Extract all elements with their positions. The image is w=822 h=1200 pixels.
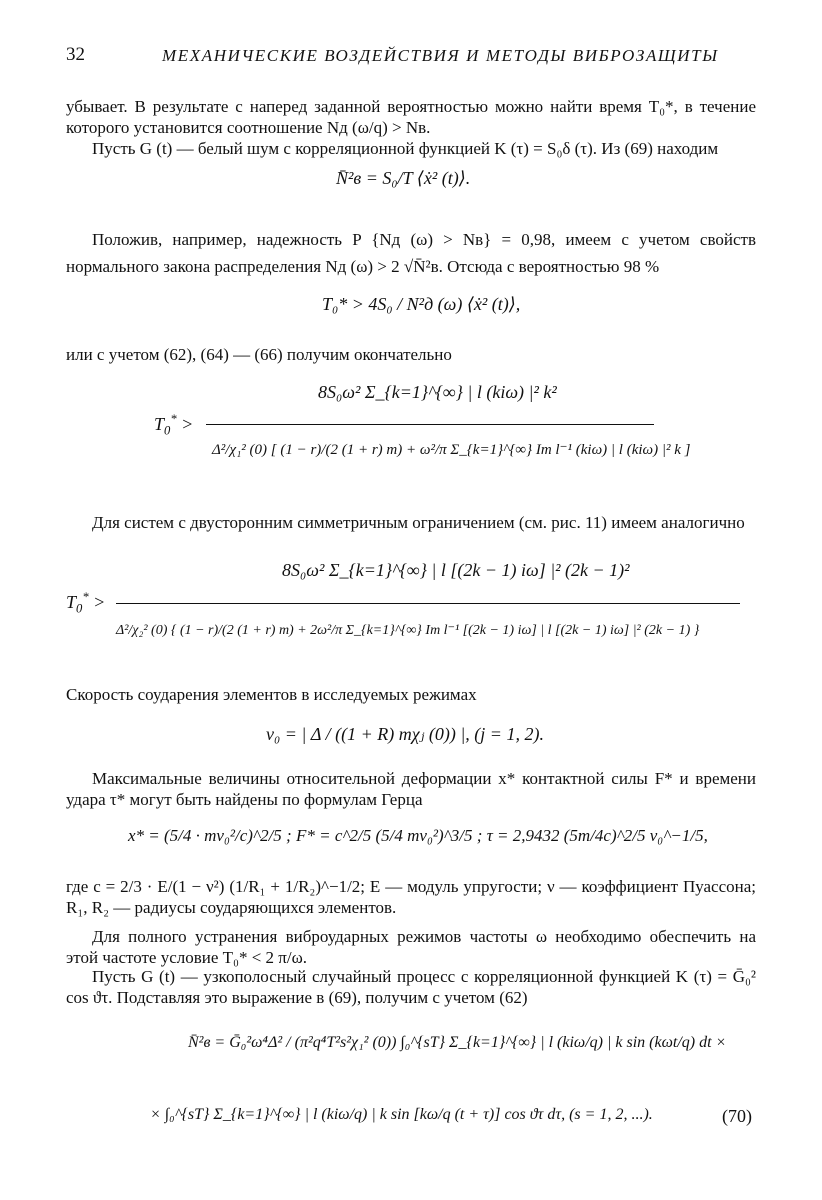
paragraph-4: или с учетом (62), (64) — (66) получим окончательно (66, 345, 452, 364)
fraction-bar (206, 424, 654, 425)
paragraph-8: где c = 2/3 · E/(1 − ν²) (1/R₁ + 1/R₂)^−1/2; E — модуль упругости; ν — коэффициент Пуассона; R₁, R₂ — радиусы соударяющихся элементов. (66, 877, 756, 917)
paragraph-7: Максимальные величины относительной деформации x* контактной силы F* и времени удара τ* могут быть найдены по формулам Герца (66, 769, 756, 809)
equation-symmetric-numerator: 8S₀ω² Σ_{k=1}^{∞} | l [(2k − 1) iω] |² (2k − 1)² (282, 560, 630, 580)
paragraph-1: убывает. В результате с наперед заданной вероятностью можно найти время T₀*, в течение которого установится соотношение Nд (ω/q) > Nв. (66, 97, 756, 137)
equation-70-line-2: × ∫₀^{sT} Σ_{k=1}^{∞} | l (kiω/q) | k sin [kω/q (t + τ)] cos ϑτ dτ, (s = 1, 2, ...). (150, 1106, 653, 1123)
page-header (66, 44, 752, 74)
equation-symmetric-lhs: $T_0^*$ > (66, 590, 106, 616)
paragraph-2: Пусть G (t) — белый шум с корреляционной функцией K (τ) = S₀δ (τ). Из (69) находим (92, 139, 719, 158)
equation-impact-velocity: v₀ = | Δ / ((1 + R) mχⱼ (0)) |, (j = 1, 2). (266, 724, 544, 744)
paragraph-10: Пусть G (t) — узкополосный случайный процесс с корреляционной функцией K (τ) = Ḡ₀² cos ϑτ. Подставляя это выражение в (69), получим с учетом (62) (66, 967, 756, 1007)
equation-70-line-1: N̄²в = Ḡ₀²ω⁴Δ² / (π²q⁴T²s²χ₁² (0)) ∫₀^{sT} Σ_{k=1}^{∞} | l (kiω/q) | k sin (kωt/q) dt × (188, 1034, 727, 1051)
page-number: 32 (66, 44, 85, 65)
equation-final-lhs: $T_0^*$ > (154, 412, 194, 438)
running-title: МЕХАНИЧЕСКИЕ ВОЗДЕЙСТВИЯ И МЕТОДЫ ВИБРОЗАЩИТЫ (162, 46, 719, 65)
paragraph-5: Для систем с двусторонним симметричным ограничением (см. рис. 11) имеем аналогично (92, 513, 745, 532)
paragraph-9: Для полного устранения виброударных режимов частоты ω необходимо обеспечить на этой частоте условие T₀* < 2 π/ω. (66, 927, 756, 967)
equation-final-numerator: 8S₀ω² Σ_{k=1}^{∞} | l (kiω) |² k² (318, 382, 557, 402)
equation-final-denominator: Δ²/χ₁² (0) [ (1 − r)/(2 (1 + r) m) + ω²/π Σ_{k=1}^{∞} Im l⁻¹ (kiω) | l (kiω) |² k ] (212, 442, 691, 458)
equation-hertz: x* = (5/4 · mv₀²/c)^2/5 ; F* = c^2/5 (5/4 mv₀²)^3/5 ; τ = 2,9432 (5m/4c)^2/5 v₀^−1/5, (128, 826, 708, 845)
fraction-bar (116, 603, 740, 604)
equation-white-noise: N̄²в = S₀/T ⟨ẋ² (t)⟩. (336, 168, 471, 188)
equation-t0-bound: T₀* > 4S₀ / N²д (ω) ⟨ẋ² (t)⟩, (322, 294, 521, 314)
equation-symmetric-denominator: Δ²/χ₂² (0) { (1 − r)/(2 (1 + r) m) + 2ω²/π Σ_{k=1}^{∞} Im l⁻¹ [(2k − 1) iω] | l [(2k − 1) iω] |² (2k − 1) } (116, 623, 700, 638)
paragraph-6: Скорость соударения элементов в исследуемых режимах (66, 685, 477, 704)
paragraph-3: Положив, например, надежность P {Nд (ω) > Nв} = 0,98, имеем с учетом свойств нормального закона распределения Nд (ω) > 2 √N̄²в. Отсюда с вероятностью 98 % (66, 230, 756, 276)
equation-number: (70) (722, 1106, 752, 1126)
